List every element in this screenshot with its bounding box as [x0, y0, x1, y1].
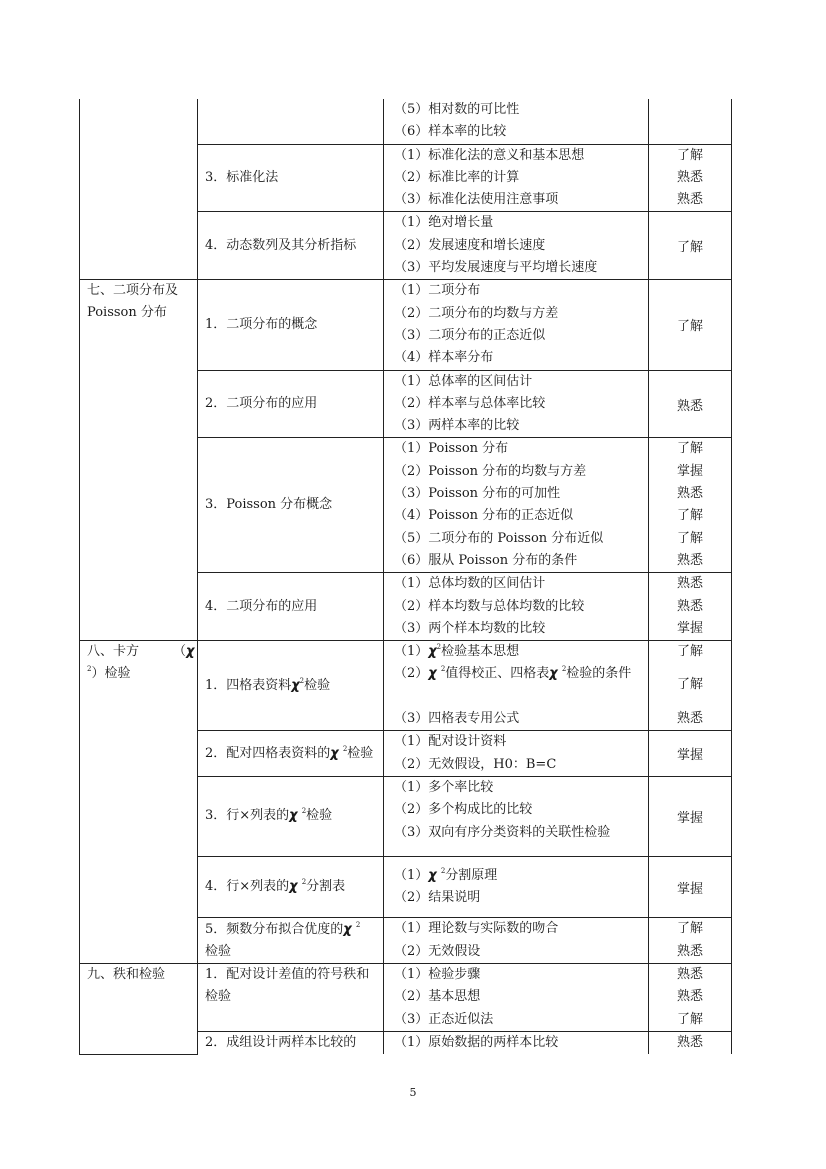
items-cell [384, 573, 649, 641]
level-cell [649, 99, 732, 144]
level-cell [649, 144, 732, 212]
level-label: 了解 [676, 508, 703, 524]
item-line: （2）Poisson 分布的均数与方差 [394, 463, 587, 479]
item-line: （5）相对数的可比性 [394, 102, 520, 117]
level-label: 掌握 [676, 620, 703, 636]
topic-cell: 5．频数分布拟合优度的χ $^2$ 检验 [198, 918, 384, 964]
items-cell [384, 856, 649, 918]
item-line: （4）Poisson 分布的正态近似 [394, 508, 574, 524]
chi-symbol: χ [343, 921, 352, 937]
level-cell: 掌握 [649, 856, 732, 918]
items-cell [384, 280, 649, 370]
item-line: （3）Poisson 分布的可加性 [394, 486, 561, 502]
chi-symbol: χ [291, 677, 300, 693]
items-cell [384, 963, 649, 1031]
topic-cell: 4．二项分布的应用 [198, 573, 384, 641]
items-cell [384, 641, 649, 731]
item-line: （1）χ $^2$分割原理 [394, 866, 498, 883]
item-line: （2）无效假设 [394, 943, 481, 959]
item-line: （1）标准化法的意义和基本思想 [394, 147, 585, 163]
topic-cell [198, 99, 384, 144]
item-line: （2）χ $^2$值得校正、四格表χ $^2$检验的条件 [394, 665, 632, 682]
item-line: （1）检验步骤 [394, 966, 481, 982]
level-cell [649, 963, 732, 1031]
level-cell: 了解 [649, 212, 732, 280]
items-cell [384, 144, 649, 212]
topic-cell: 3．行×列表的χ $^2$检验 [198, 776, 384, 856]
items-cell [384, 776, 649, 856]
item-line: （3）标准化法使用注意事项 [394, 192, 559, 208]
topic-cell: 2．配对四格表资料的χ $^2$检验 [198, 731, 384, 777]
topic-cell: 4．动态数列及其分析指标 [198, 212, 384, 280]
level-label: 熟悉 [676, 598, 703, 614]
unit-title: 七、二项分布及 [87, 283, 179, 299]
level-label: 熟悉 [676, 989, 703, 1005]
level-label: 了解 [676, 677, 703, 693]
topic-cell: 1．配对设计差值的符号秩和检验 [198, 963, 384, 1031]
items-cell [384, 731, 649, 777]
table-row [80, 280, 732, 370]
level-cell [649, 641, 732, 731]
item-line: （5）二项分布的 Poisson 分布近似 [394, 530, 604, 546]
item-line: （1）二项分布 [394, 283, 481, 299]
level-label: 熟悉 [676, 192, 703, 208]
unit-cell [80, 99, 198, 280]
unit-title: $^2$）检验 [87, 665, 131, 682]
item-line: $(1)\chi^2$检验基本思想 [394, 643, 520, 660]
table-row [80, 641, 732, 731]
level-label: 了解 [676, 921, 703, 937]
level-label: 了解 [676, 1011, 703, 1027]
chi-symbol: χ [289, 879, 298, 895]
items-cell [384, 1031, 649, 1054]
level-label: 熟悉 [676, 576, 703, 592]
item-line: （2）样本均数与总体均数的比较 [394, 598, 585, 614]
topic-cell: 2．成组设计两样本比较的 [198, 1031, 384, 1054]
level-cell: 掌握 [649, 731, 732, 777]
topic-cell: 2．二项分布的应用 [198, 370, 384, 438]
item-line: （6）服从 Poisson 分布的条件 [394, 552, 578, 568]
topic-cell: 3．Poisson 分布概念 [198, 438, 384, 573]
chi-symbol: χ [330, 745, 339, 761]
chi-symbol: χ [428, 666, 437, 682]
chi-symbol: χ [289, 808, 298, 824]
level-label: 了解 [676, 530, 703, 546]
level-label: 了解 [676, 147, 703, 163]
item-line: （2）二项分布的均数与方差 [394, 305, 559, 321]
level-label: 掌握 [676, 463, 703, 479]
item-line: （2）样本率与总体率比较 [394, 395, 546, 411]
topic-cell: 4．行×列表的χ $^2$分割表 [198, 856, 384, 918]
item-line: （1）理论数与实际数的吻合 [394, 921, 559, 937]
chi-symbol: χ [428, 644, 437, 660]
syllabus-table [79, 99, 732, 1055]
level-cell: 掌握 [649, 776, 732, 856]
item-line: （2）多个构成比的比较 [394, 802, 533, 818]
level-label: 了解 [676, 644, 703, 660]
items-cell [384, 212, 649, 280]
level-cell: 熟悉 [649, 370, 732, 438]
item-line: （1）Poisson 分布 [394, 441, 509, 457]
unit-title: 九、秩和检验 [87, 966, 166, 982]
item-line: （1）配对设计资料 [394, 734, 507, 750]
chi-symbol: χ [186, 644, 195, 660]
item-line: （1）总体均数的区间估计 [394, 576, 546, 592]
level-cell [649, 918, 732, 964]
level-label: 熟悉 [676, 486, 703, 502]
unit-cell [80, 280, 198, 641]
topic-cell: 1．二项分布的概念 [198, 280, 384, 370]
item-line: （1）多个率比较 [394, 779, 494, 795]
item-line: （3）两个样本均数的比较 [394, 620, 546, 636]
item-line: （3）双向有序分类资料的关联性检验 [394, 824, 611, 840]
item-line: （3）平均发展速度与平均增长速度 [394, 260, 598, 276]
item-line: （4）样本率分布 [394, 350, 494, 366]
chi-symbol: χ [549, 666, 558, 682]
unit-title: 八、卡方 （χ [87, 644, 195, 660]
topic-cell: 3．标准化法 [198, 144, 384, 212]
level-label: 熟悉 [676, 552, 703, 568]
item-line: （2）无效假设，H0：B=C [394, 756, 557, 772]
level-cell [649, 1031, 732, 1054]
unit-cell [80, 641, 198, 964]
item-line: （3）两样本率的比较 [394, 418, 520, 434]
level-label: 了解 [676, 441, 703, 457]
item-line: （1）总体率的区间估计 [394, 373, 533, 389]
item-line: （3）四格表专用公式 [394, 711, 520, 727]
level-cell [649, 438, 732, 573]
item-line: （3）二项分布的正态近似 [394, 327, 546, 343]
level-label: 熟悉 [676, 943, 703, 959]
chi-symbol: χ [428, 867, 437, 883]
level-label: 熟悉 [676, 966, 703, 982]
item-line: （6）样本率的比较 [394, 124, 507, 140]
item-line: （2）发展速度和增长速度 [394, 237, 546, 253]
level-label: 熟悉 [676, 169, 703, 185]
item-line: （2）基本思想 [394, 989, 481, 1005]
level-cell [649, 573, 732, 641]
item-line: （1）绝对增长量 [394, 215, 494, 231]
item-line: （2）标准比率的计算 [394, 169, 520, 185]
items-cell [384, 918, 649, 964]
items-cell [384, 370, 649, 438]
level-label: 熟悉 [676, 711, 703, 727]
item-line: （3）正态近似法 [394, 1011, 494, 1027]
level-cell: 了解 [649, 280, 732, 370]
table-row [80, 963, 732, 1031]
level-label: 熟悉 [676, 1034, 703, 1050]
unit-cell [80, 963, 198, 1054]
unit-title: Poisson 分布 [87, 305, 167, 321]
items-cell [384, 438, 649, 573]
topic-cell: 1．四格表资料$\chi^2$检验 [198, 641, 384, 731]
page-number: 5 [409, 1086, 417, 1099]
items-cell [384, 99, 649, 144]
item-line: （1）原始数据的两样本比较 [394, 1034, 559, 1050]
item-line: （2）结果说明 [394, 890, 481, 906]
table-row [80, 99, 732, 144]
